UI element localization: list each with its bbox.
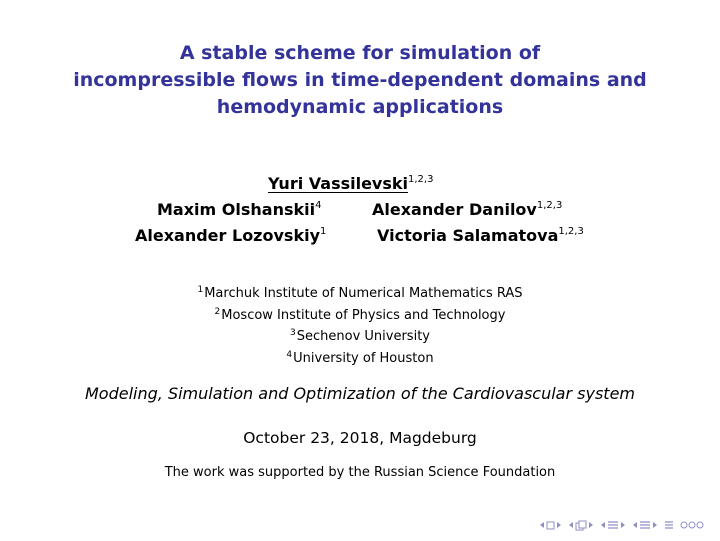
- nav-slide-group: [632, 520, 658, 530]
- affiliation-1: $^1$Marchuk Institute of Numerical Mathematics RAS: [197, 285, 523, 301]
- author-affil: 1,2,3: [558, 226, 584, 237]
- presentation-date: October 23, 2018, Magdeburg: [243, 429, 477, 447]
- author-danilov: Alexander Danilov$^{1,2,3}$: [372, 200, 563, 219]
- section-icon[interactable]: [607, 520, 619, 530]
- nav-section-group: [600, 520, 626, 530]
- frame-icon[interactable]: [546, 521, 555, 530]
- nav-right-arrow-icon[interactable]: [588, 521, 594, 529]
- funding-note: The work was supported by the Russian Science Foundation: [164, 465, 556, 480]
- nav-left-arrow-icon[interactable]: [632, 521, 638, 529]
- author-list: [0, 171, 720, 249]
- beamer-navigation-bar: [539, 518, 706, 532]
- title-line-2: incompressible flows in time-dependent domains and: [73, 69, 647, 91]
- author-olshanskii: Maxim Olshanskii$^4$: [157, 200, 322, 219]
- author-affil: 1: [320, 226, 327, 237]
- affiliation-4: $^4$University of Houston: [286, 349, 434, 366]
- author-vassilevski[interactable]: Yuri Vassilevski$^{1,2,3}$: [268, 174, 434, 193]
- title-line-1: A stable scheme for simulation of: [179, 42, 541, 64]
- nav-frame-group: [539, 521, 562, 530]
- nav-right-arrow-icon[interactable]: [556, 521, 562, 529]
- conference-name: Modeling, Simulation and Optimization of the Cardiovascular system: [85, 384, 635, 403]
- nav-right-arrow-icon[interactable]: [652, 521, 658, 529]
- affiliation-2: $^2$Moscow Institute of Physics and Technology: [214, 306, 506, 323]
- author-salamatova: Victoria Salamatova$^{1,2,3}$: [377, 226, 584, 245]
- title-line-3: hemodynamic applications: [216, 96, 504, 118]
- nav-subsection-group: [568, 520, 594, 531]
- nav-left-arrow-icon[interactable]: [600, 521, 606, 529]
- nav-right-arrow-icon[interactable]: [620, 521, 626, 529]
- slide-title: [0, 40, 720, 121]
- author-affil: 4: [315, 200, 322, 211]
- author-affil: 1,2,3: [408, 174, 434, 185]
- slide-icon[interactable]: [639, 520, 651, 530]
- back-icon[interactable]: [664, 520, 674, 530]
- search-icon[interactable]: [680, 520, 706, 530]
- affiliation-3: $^3$Sechenov University: [290, 328, 430, 344]
- author-affil: 1,2,3: [536, 200, 563, 211]
- affiliation-list: [0, 284, 720, 370]
- nav-left-arrow-icon[interactable]: [539, 521, 545, 529]
- nav-left-arrow-icon[interactable]: [568, 521, 574, 529]
- subsection-icon[interactable]: [575, 520, 587, 531]
- author-lozovskiy: Alexander Lozovskiy$^1$: [135, 226, 327, 245]
